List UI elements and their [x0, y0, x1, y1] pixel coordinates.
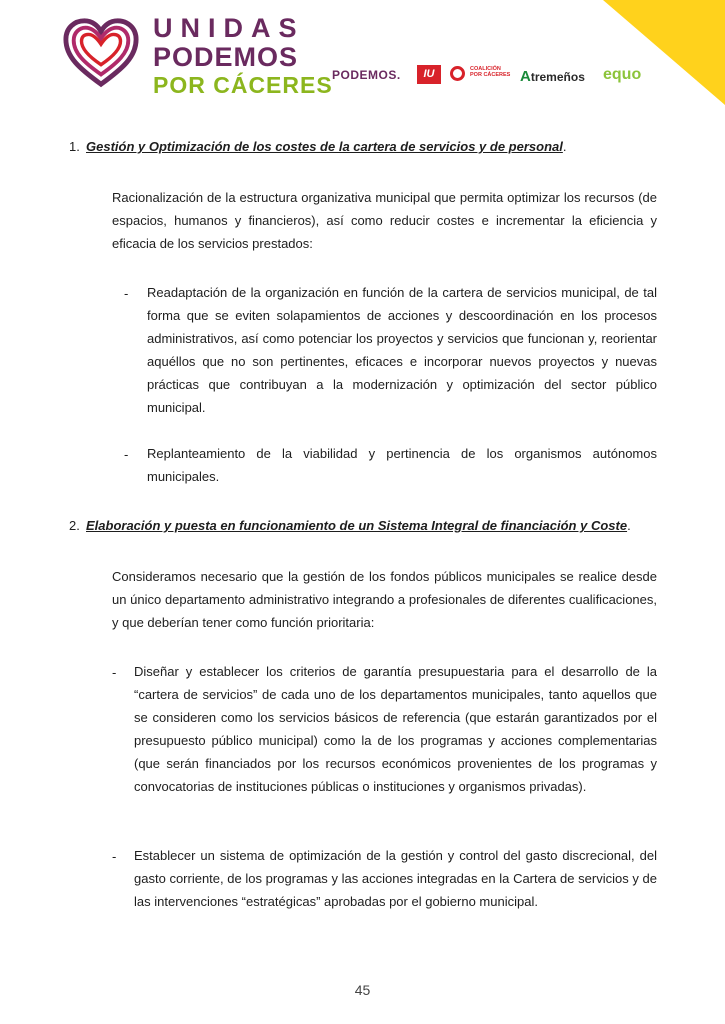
list-item-text: Readaptación de la organización en función de la cartera de servicios municipal, de tal forma que se eviten solapamientos de acciones y descoordinación en los procesos administrativos, así como potenciar los proyectos y servicios que funcionan y, reorientar aquéllos que no son pertinentes, eficaces e incorporar nuevos proyectos y nuevas prácticas que contribuyan a la modernización y optimización del sector público municipal. — [147, 285, 657, 415]
brand-wordmark — [153, 15, 333, 97]
list-item — [147, 281, 657, 419]
section-intro — [112, 186, 657, 255]
equo-logo: equo — [603, 66, 642, 83]
bullet-marker: - — [124, 286, 129, 301]
extremenos-letter: A — [520, 68, 531, 85]
podemos-logo: PODEMOS. — [332, 68, 401, 82]
bullet-marker: - — [112, 665, 117, 680]
list-item-text: Diseñar y establecer los criterios de garantía presupuestaria para el desarrollo de la “cartera de servicios” de cada uno de los departamentos municipales, tanto aquellos que se consideren como los servicios básicos de referencia (que estarán garantizados por el presupuesto público municipal) como la de los programas y acciones complementarias (que serán financiados por los recursos económicos provenientes de los programas y convocatorias de instituciones públicas o instituciones y organismos privadas). — [134, 664, 657, 794]
section-number: 2. — [69, 518, 80, 533]
coalicion-line-2: POR CÁCERES — [470, 72, 511, 79]
extremenos-logo — [520, 68, 585, 85]
list-item-text: Replanteamiento de la viabilidad y pertinencia de los organismos autónomos municipales. — [147, 446, 657, 484]
corner-decoration — [603, 0, 725, 105]
coalicion-line-1: COALICIÓN — [470, 66, 501, 72]
page-number: 45 — [354, 982, 371, 998]
section-number: 1. — [69, 139, 80, 154]
list-item — [147, 442, 657, 488]
section-heading — [69, 518, 631, 533]
section-intro-text: Racionalización de la estructura organizativa municipal que permita optimizar los recursos (de espacios, humanos y financieros), así como reducir costes e incrementar la eficiencia y eficacia de los servicios prestados: — [112, 190, 657, 251]
list-item — [134, 844, 657, 913]
brand-line-2: PODEMOS — [153, 42, 299, 72]
extremenos-text: tremeños — [530, 70, 585, 84]
brand-line-1: UNIDAS — [153, 13, 305, 43]
section-title-end: . — [562, 139, 567, 154]
section-intro — [112, 565, 657, 634]
list-item — [134, 660, 657, 798]
section-intro-text: Consideramos necesario que la gestión de los fondos públicos municipales se realice desde un único departamento administrativo integrando a profesionales de diferentes cualificaciones, y que deberían tener como función prioritaria: — [112, 569, 657, 630]
list-item-text: Establecer un sistema de optimización de la gestión y control del gasto discrecional, del gasto corriente, de los programas y las acciones integradas en la Cartera de servicios y de las intervenciones “estratégicas” aprobadas por el gobierno municipal. — [134, 848, 657, 909]
section-heading — [69, 139, 566, 154]
bullet-marker: - — [124, 447, 129, 462]
iu-logo: IU — [417, 65, 441, 84]
section-title: Gestión y Optimización de los costes de la cartera de servicios y de personal — [86, 139, 563, 154]
brand-line-3: POR CÁCERES — [153, 72, 333, 98]
section-title-end: . — [627, 518, 631, 533]
coalicion-ring-icon — [450, 66, 465, 81]
section-title: Elaboración y puesta en funcionamiento de un Sistema Integral de financiación y Coste — [86, 518, 628, 533]
bullet-marker: - — [112, 849, 117, 864]
heart-logo-icon — [62, 17, 140, 89]
